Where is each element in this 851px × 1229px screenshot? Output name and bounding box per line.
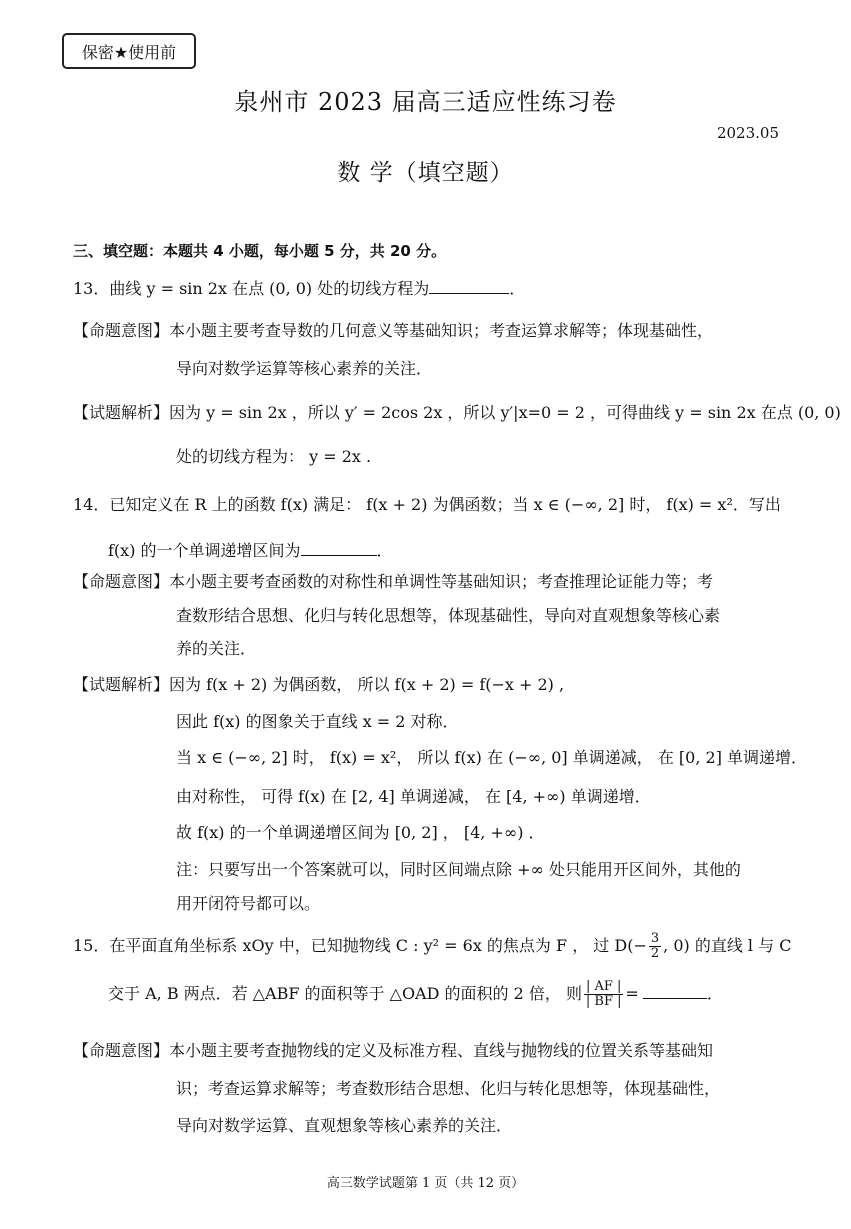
q13-text: 13．曲线 y = sin 2x 在点 (0, 0) 处的切线方程为 [73, 279, 430, 298]
q14-intent [73, 569, 713, 592]
intent-text: 本小题主要考查抛物线的定义及标准方程、直线与抛物线的位置关系等基础知 [169, 1041, 714, 1060]
fraction-numerator: 3 [650, 931, 660, 946]
q13-solution-cont: 处的切线方程为： y = 2x . [176, 447, 372, 466]
q14-stem-cont [108, 538, 393, 561]
q13-intent [73, 318, 713, 341]
answer-blank [429, 279, 509, 294]
fraction-numerator: | AF | [585, 979, 622, 994]
solution-label: 【试题解析】 [73, 675, 170, 694]
q14-stem: 14．已知定义在 R 上的函数 f(x) 满足： f(x + 2) 为偶函数；当 x ∈ (−∞, 2] 时， f(x) = x²．写出 [73, 495, 781, 514]
q14-intent-cont: 查数形结合思想、化归与转化思想等，体现基础性，导向对直观想象等核心素 [176, 606, 721, 625]
q15-text: 交于 A, B 两点．若 △ABF 的面积等于 △OAD 的面积的 2 倍， 则 [108, 984, 582, 1003]
confidential-stamp: 保密★使用前 [62, 33, 196, 69]
q14-solution-line: 当 x ∈ (−∞, 2] 时， f(x) = x²， 所以 f(x) 在 (−∞, 0] 单调递减， 在 [0, 2] 单调递增． [176, 748, 808, 767]
q14-solution-line: 因此 f(x) 的图象关于直线 x = 2 对称． [176, 712, 459, 731]
q14-solution-line: 故 f(x) 的一个单调递增区间为 [0, 2] ， [4, +∞) ． [176, 823, 545, 842]
solution-label: 【试题解析】 [73, 403, 170, 422]
solution-text: 因为 y = sin 2x ，所以 y′ = 2cos 2x ，所以 y′|x=0 = 2 ，可得曲线 y = sin 2x 在点 (0, 0) [169, 403, 841, 422]
fraction-denominator: | BF | [585, 994, 622, 1009]
q15-text: 15．在平面直角坐标系 xOy 中，已知抛物线 C : y² = 6x 的焦点为 F ， 过 D(− [73, 936, 647, 955]
answer-blank [301, 541, 377, 556]
intent-label: 【命题意图】 [73, 572, 170, 591]
exam-date: 2023.05 [716, 124, 779, 142]
section-heading: 三、填空题：本题共 4 小题，每小题 5 分，共 20 分。 [73, 242, 447, 260]
equals-sign: = [625, 984, 639, 1003]
page-footer: 高三数学试题第 1 页（共 12 页） [326, 1176, 525, 1191]
q15-intent-cont: 识；考查运算求解等；考查数形结合思想、化归与转化思想等，体现基础性， [176, 1079, 721, 1098]
q14-text: f(x) 的一个单调递增区间为 [108, 541, 301, 560]
intent-label: 【命题意图】 [73, 321, 170, 340]
page-title: 泉州市 2023 届高三适应性练习卷 [234, 88, 617, 116]
q14-note: 注：只要写出一个答案就可以，同时区间端点除 +∞ 处只能用开区间外，其他的 [176, 860, 741, 879]
q15-intent [73, 1038, 713, 1061]
q15-end: ． [706, 984, 723, 1003]
intent-label: 【命题意图】 [73, 1041, 170, 1060]
q14-end: ． [376, 541, 393, 560]
q14-solution [73, 672, 564, 695]
q13-intent-cont: 导向对数学运算等核心素养的关注． [176, 359, 433, 378]
answer-blank [643, 984, 707, 999]
q15-intent-cont: 导向对数学运算、直观想象等核心素养的关注． [176, 1116, 513, 1135]
q13-stem [73, 276, 525, 299]
page-subtitle: 数 学（填空题） [337, 160, 514, 186]
q14-note-cont: 用开闭符号都可以。 [176, 894, 321, 913]
fraction-denominator: 2 [650, 946, 660, 961]
q14-solution-line: 由对称性， 可得 f(x) 在 [2, 4] 单调递减， 在 [4, +∞) 单调递增． [176, 787, 651, 806]
q13-solution [73, 400, 841, 423]
q14-intent-cont: 养的关注． [176, 639, 257, 658]
solution-text: 因为 f(x + 2) 为偶函数， 所以 f(x + 2) = f(−x + 2) , [169, 675, 565, 694]
ratio-fraction [584, 980, 623, 1009]
q15-text-end: , 0) 的直线 l 与 C [663, 936, 792, 955]
q15-stem [73, 932, 791, 961]
intent-text: 本小题主要考查导数的几何意义等基础知识；考查运算求解等；体现基础性， [169, 321, 714, 340]
intent-text: 本小题主要考查函数的对称性和单调性等基础知识；考查推理论证能力等；考 [169, 572, 714, 591]
q15-stem-cont [108, 980, 723, 1009]
fraction [649, 932, 661, 961]
q13-end: ． [509, 279, 526, 298]
